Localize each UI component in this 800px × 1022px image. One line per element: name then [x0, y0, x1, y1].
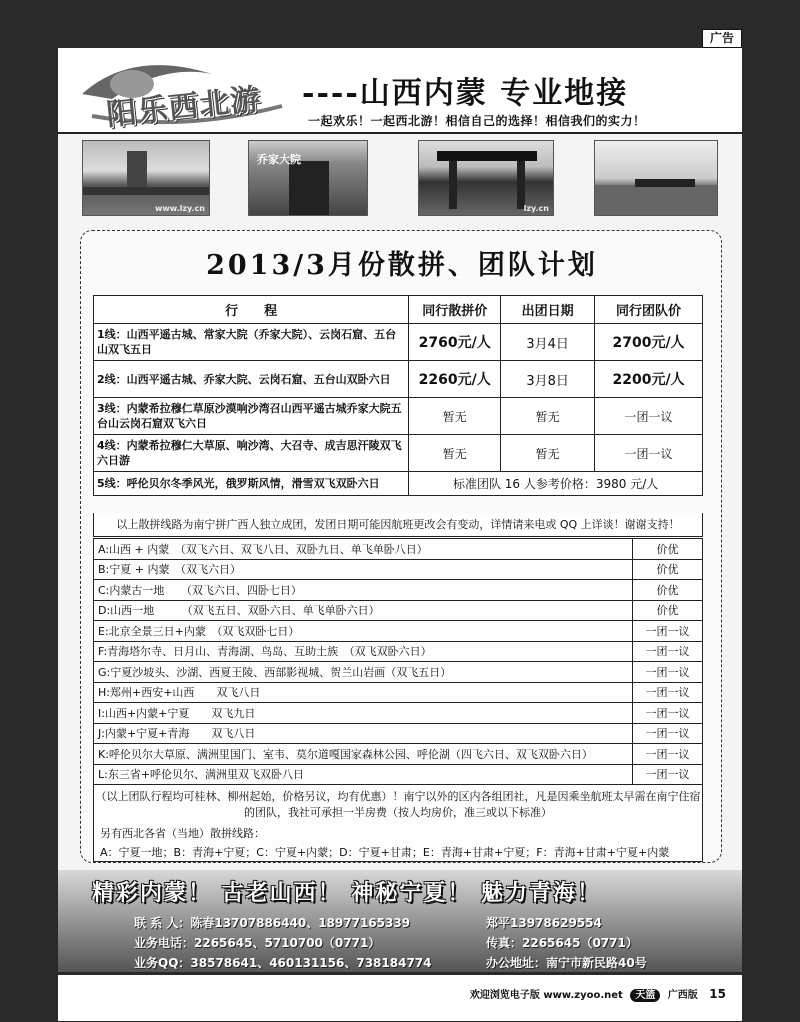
line-row — [94, 703, 703, 724]
line-name: B:宁夏 + 内蒙 （双飞六日） — [94, 559, 633, 580]
line-name: A:山西 + 内蒙 （双飞六日、双飞八日、双卧九日、单飞单卧八日） — [94, 539, 633, 560]
line-row — [94, 621, 703, 642]
col-header-date: 出团日期 — [501, 296, 595, 324]
route-cell: 5线：呼伦贝尔冬季风光，俄罗斯风情，滑雪双飞双卧六日 — [94, 472, 409, 496]
line-price-tag: 一团一议 — [633, 641, 703, 662]
line-row — [94, 539, 703, 560]
fax: 传真：2265645（0771） — [486, 936, 638, 950]
photo-grassland — [594, 140, 718, 216]
line-name: E:北京全景三日+内蒙 （双飞双卧七日） — [94, 621, 633, 642]
price-cell: 暂无 — [409, 435, 501, 472]
footnote-northwest-lines: A：宁夏一地；B：青海+宁夏；C：宁夏+内蒙；D：宁夏+甘肃；E：青海+甘肃+宁夏；F：青海+甘肃+宁夏+内蒙 — [100, 846, 670, 859]
page-number: 15 — [709, 987, 726, 1001]
contact-zheng: 郑平13978629554 — [486, 916, 602, 930]
line-row — [94, 641, 703, 662]
line-row — [94, 682, 703, 703]
line-name: J:内蒙+宁夏+青海 双飞八日 — [94, 723, 633, 744]
price-cell: 暂无 — [409, 398, 501, 435]
table-row — [94, 324, 703, 361]
col-header-group-price: 同行团队价 — [595, 296, 703, 324]
line-price-tag: 价优 — [633, 600, 703, 621]
line-row — [94, 600, 703, 621]
contact-section — [58, 870, 742, 972]
line-name: D:山西一地 （双飞五日、双卧六日、单飞单卧六日） — [94, 600, 633, 621]
ad-tag: 广告 — [702, 29, 742, 48]
route-cell: 3线：内蒙希拉穆仁草原沙漠响沙湾召山西平遥古城乔家大院五台山云岗石窟双飞六日 — [94, 398, 409, 435]
line-row — [94, 580, 703, 601]
line-name: G:宁夏沙坡头、沙湖、西夏王陵、西部影视城、贺兰山岩画（双飞五日） — [94, 662, 633, 683]
group-price-cell: 2200元/人 — [595, 361, 703, 398]
footer-text — [470, 986, 726, 1001]
line-name: L:东三省+呼伦贝尔、满洲里双飞双卧八日 — [94, 764, 633, 785]
group-price-cell: 2700元/人 — [595, 324, 703, 361]
line-row — [94, 559, 703, 580]
table-row — [94, 361, 703, 398]
table-row — [94, 472, 703, 496]
brand-logo: 天篮 — [630, 989, 660, 1002]
footer-website: 欢迎浏览电子版 www.zyoo.net — [469, 990, 623, 1001]
price-cell: 2760元/人 — [409, 324, 501, 361]
line-list-table — [93, 538, 703, 785]
slogan-sub: 一起欢乐！一起西北游！相信自己的选择！相信我们的实力！ — [308, 114, 646, 128]
group-price-cell: 一团一议 — [595, 435, 703, 472]
plan-section — [80, 230, 722, 863]
route-cell: 4线：内蒙希拉穆仁大草原、响沙湾、大召寺、成吉思汗陵双飞六日游 — [94, 435, 409, 472]
photo-temple — [82, 140, 210, 216]
col-header-price: 同行散拼价 — [409, 296, 501, 324]
line-row — [94, 744, 703, 765]
business-qq: 业务QQ：38578641、460131156、738184774 — [134, 956, 432, 970]
logo-text: 阳乐西北游 — [104, 81, 263, 133]
line-name: F:青海塔尔寺、日月山、青海湖、鸟岛、互助土族 （双飞双卧六日） — [94, 641, 633, 662]
office-address: 办公地址：南宁市新民路40号 — [486, 956, 647, 970]
contact-person: 联 系 人：陈春13707886440、18977165339 — [134, 916, 411, 930]
photo-caption: 乔家大院 — [257, 153, 301, 166]
route-cell: 2线：山西平遥古城、乔家大院、云岗石窟、五台山双卧六日 — [94, 361, 409, 398]
line-price-tag: 一团一议 — [633, 662, 703, 683]
line-price-tag: 一团一议 — [633, 744, 703, 765]
table-header-row — [94, 296, 703, 324]
business-phone: 业务电话：2265645、5710700（0771） — [134, 936, 381, 950]
line-price-tag: 价优 — [633, 559, 703, 580]
line-row — [94, 662, 703, 683]
group-reference-price: 标准团队 16 人参考价格：3980 元/人 — [409, 472, 703, 496]
line-price-tag: 价优 — [633, 539, 703, 560]
plan-title: 2013/3月份散拼、团队计划 — [206, 250, 598, 281]
line-name: H:郑州+西安+山西 双飞八日 — [94, 682, 633, 703]
table-row — [94, 398, 703, 435]
line-row — [94, 764, 703, 785]
table-row — [94, 435, 703, 472]
date-cell: 3月4日 — [501, 324, 595, 361]
price-cell: 2260元/人 — [409, 361, 501, 398]
header — [58, 48, 742, 134]
line-price-tag: 一团一议 — [633, 703, 703, 724]
date-cell: 暂无 — [501, 435, 595, 472]
line-price-tag: 价优 — [633, 580, 703, 601]
group-price-cell: 一团一议 — [595, 398, 703, 435]
line-price-tag: 一团一议 — [633, 764, 703, 785]
footnote-departure: （以上团队行程均可桂林、柳州起始，价格另议，均有优惠）！南宁以外的区内各组团社，凡是因乘坐航班太早需在南宁住宿的团队，我社可承担一半房费（按人均房价，准三或以下标准） — [95, 790, 701, 819]
footer-bar — [58, 975, 742, 1021]
line-row — [94, 723, 703, 744]
photo-courtyard — [248, 140, 368, 216]
notice-text: 以上散拼线路为南宁拼广西人独立成团，发团日期可能因航班更改会有变动，详情请来电或 QQ 上详谈！谢谢支持！ — [93, 513, 703, 537]
line-price-tag: 一团一议 — [633, 621, 703, 642]
logo — [72, 54, 298, 133]
photo-caption: www.lzy.cn — [154, 204, 205, 213]
date-cell: 暂无 — [501, 398, 595, 435]
photo-caption: lzy.cn — [523, 204, 549, 213]
bottom-slogan: 精彩内蒙！ 古老山西！ 神秘宁夏！ 魅力青海！ — [92, 880, 601, 906]
slogan-main: ----山西内蒙 专业地接 — [302, 76, 629, 111]
line-price-tag: 一团一议 — [633, 723, 703, 744]
advertisement-page — [58, 48, 742, 972]
footnote-box — [93, 784, 703, 862]
line-name: C:内蒙古一地 （双飞六日、四卧七日） — [94, 580, 633, 601]
route-price-table — [93, 295, 703, 496]
footnote-northwest-title: 另有西北各省（当地）散拼线路： — [100, 827, 265, 840]
date-cell: 3月8日 — [501, 361, 595, 398]
line-name: I:山西+内蒙+宁夏 双飞九日 — [94, 703, 633, 724]
col-header-route: 行 程 — [94, 296, 409, 324]
line-name: K:呼伦贝尔大草原、满洲里国门、室韦、莫尔道嘎国家森林公园、呼伦湖（四飞六日、双飞双卧六日） — [94, 744, 633, 765]
route-cell: 1线：山西平遥古城、常家大院（乔家大院）、云岗石窟、五台山双飞五日 — [94, 324, 409, 361]
line-price-tag: 一团一议 — [633, 682, 703, 703]
photo-gate — [418, 140, 554, 216]
footer-edition: 广西版 — [667, 990, 698, 1001]
